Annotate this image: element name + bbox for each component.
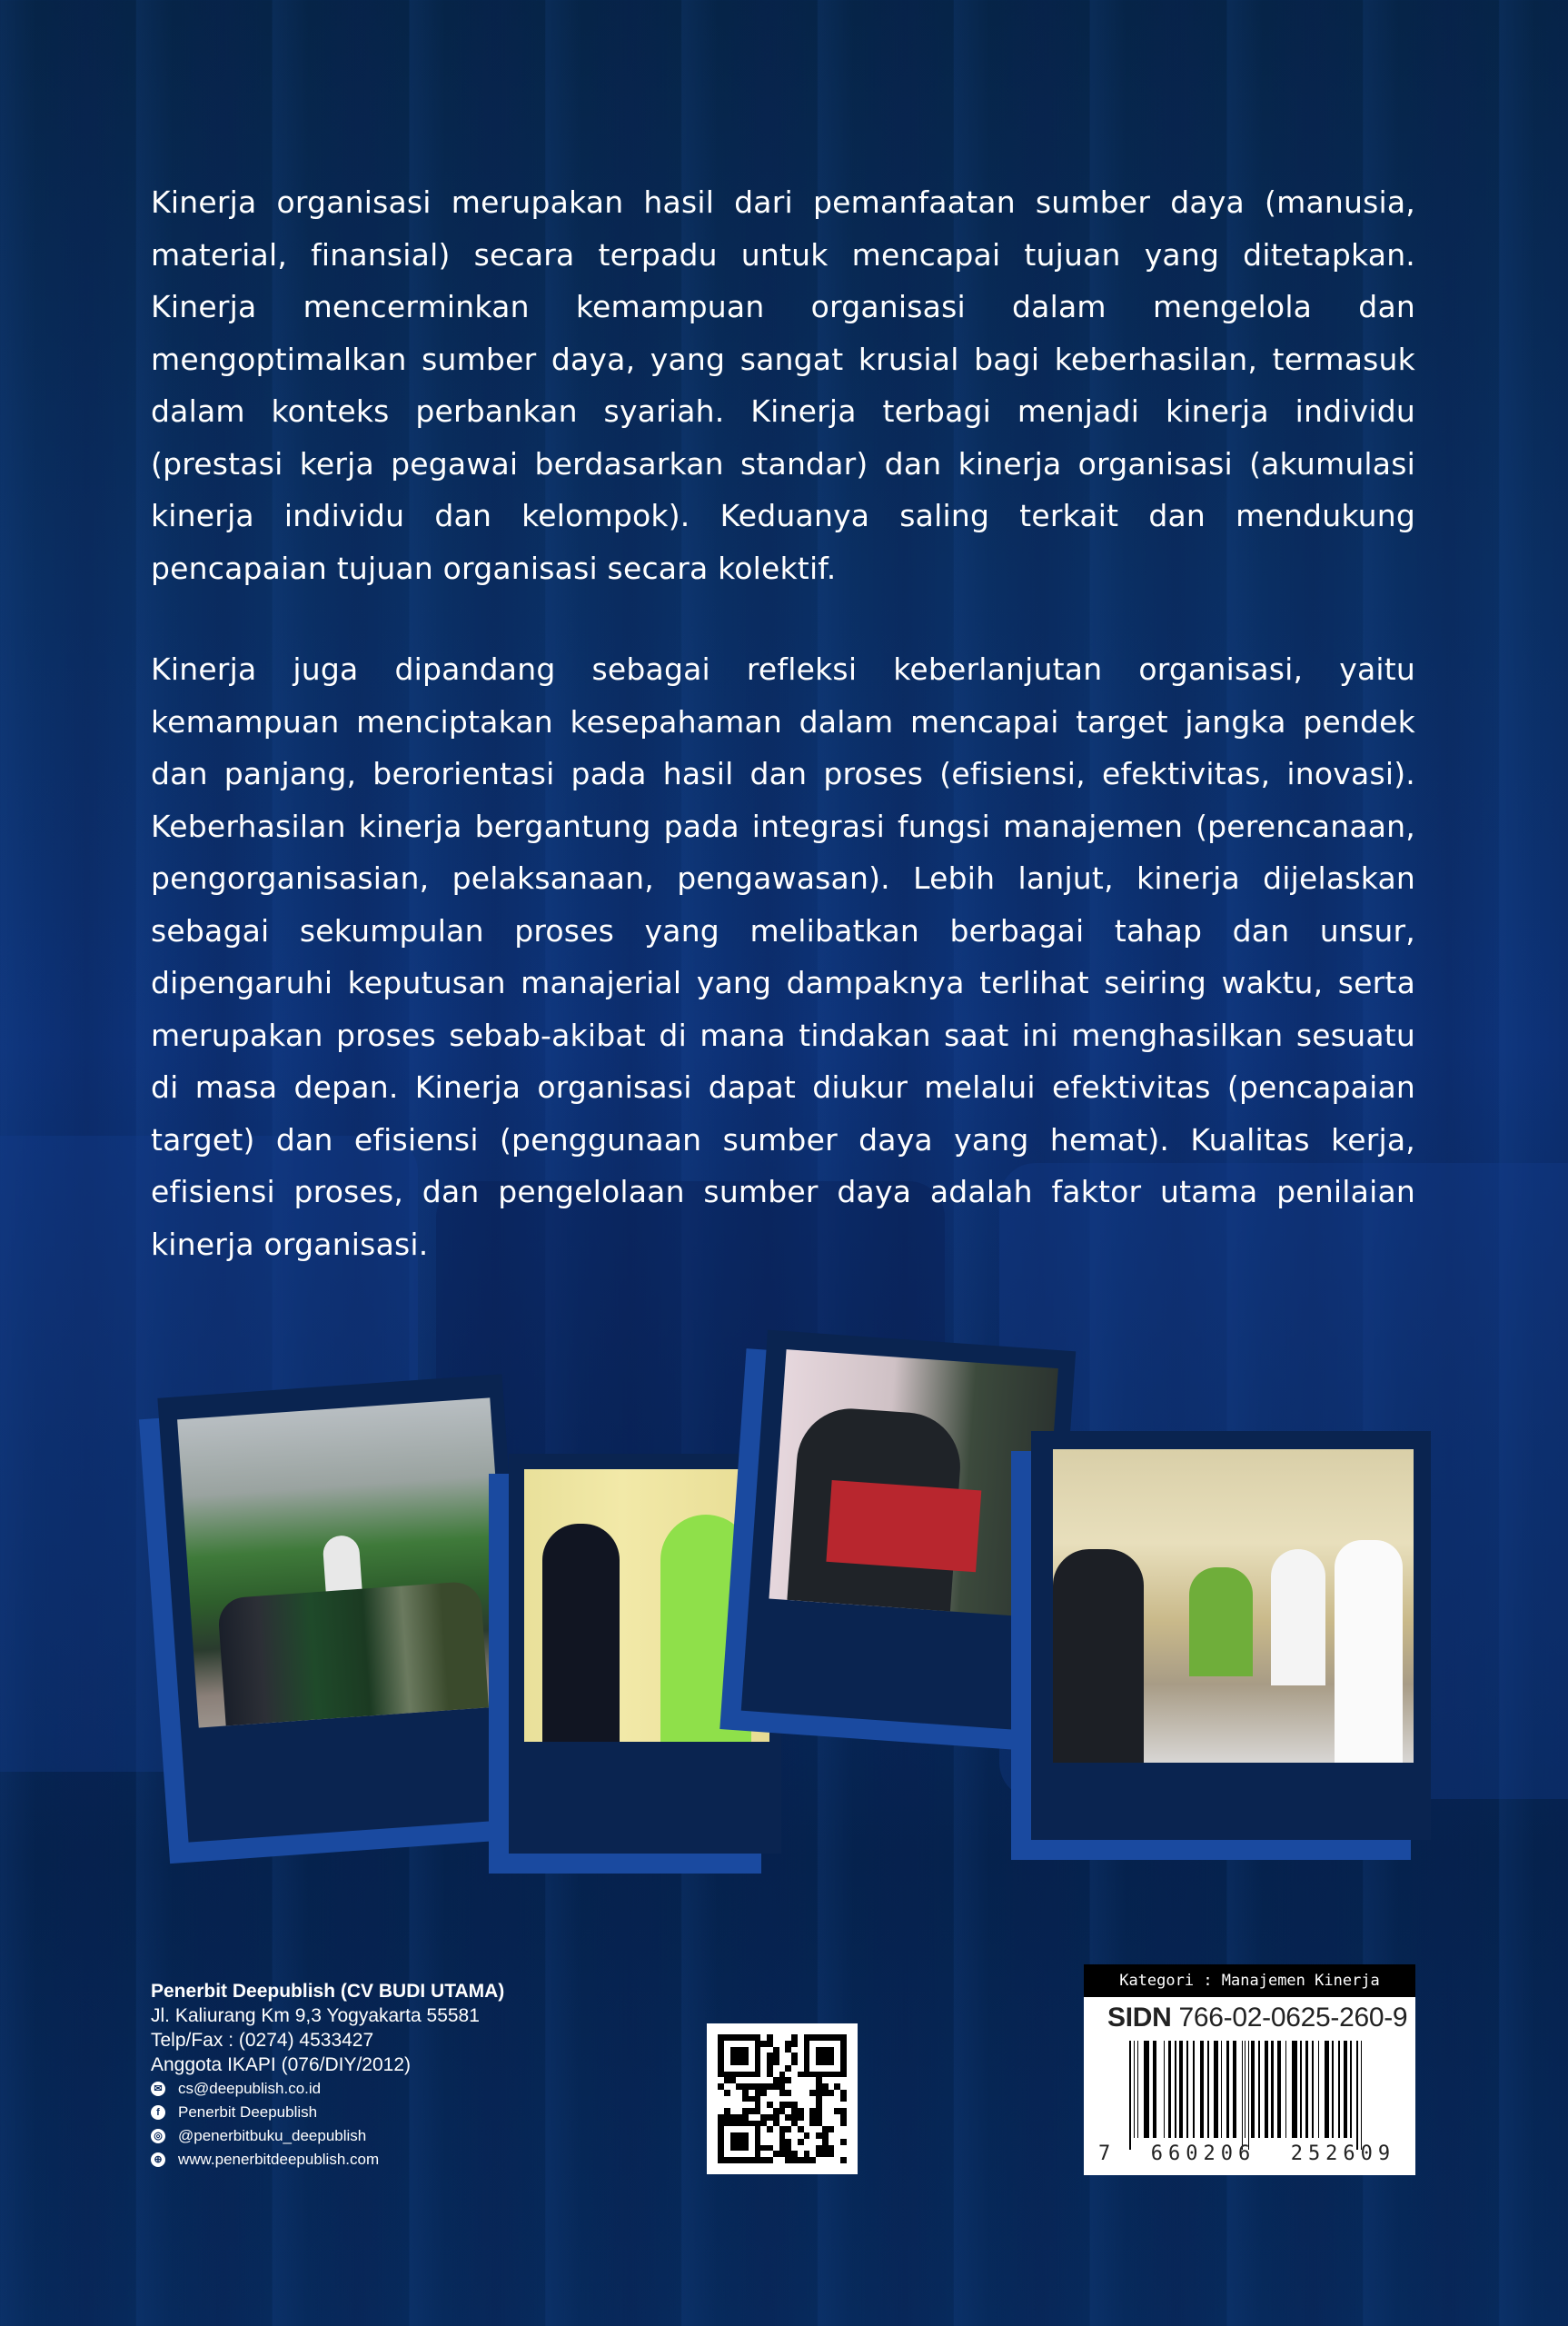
- contact-instagram[interactable]: [151, 2124, 623, 2148]
- photo-frame-4: [1031, 1431, 1431, 1840]
- barcode-label: [1084, 1964, 1415, 2175]
- qr-code[interactable]: [707, 2023, 858, 2174]
- publisher-info: [151, 1979, 623, 2172]
- contact-facebook-text: Penerbit Deepublish: [178, 2103, 318, 2121]
- barcode-digits: 7 660206 252609: [1098, 2142, 1396, 2165]
- instagram-icon: ◎: [151, 2129, 165, 2143]
- qr-code-pattern: [718, 2034, 847, 2163]
- bride-figure: [1271, 1549, 1325, 1685]
- publisher-phone: Telp/Fax : (0274) 4533427: [151, 2030, 374, 2051]
- contact-website[interactable]: [151, 2148, 623, 2172]
- contact-website-text: www.penerbitdeepublish.com: [178, 2151, 380, 2168]
- photo-frame-3: [741, 1330, 1076, 1733]
- speech-photo: [769, 1349, 1057, 1617]
- officiant-figure: [1189, 1567, 1253, 1676]
- sidn-number: [1107, 2003, 1407, 2033]
- facebook-icon: f: [151, 2105, 165, 2120]
- sidn-value: 766-02-0625-260-9: [1178, 2003, 1408, 2033]
- sidn-label: SIDN: [1107, 2003, 1172, 2033]
- globe-icon: ⊕: [151, 2152, 165, 2167]
- photo-frame-1: [157, 1374, 532, 1842]
- contact-email-text: cs@deepublish.co.id: [178, 2080, 322, 2097]
- red-folder: [826, 1480, 981, 1572]
- email-icon: ✉: [151, 2082, 165, 2096]
- photo-frame-2: [509, 1454, 781, 1854]
- category-label: Kategori : Manajemen Kinerja: [1084, 1964, 1415, 1997]
- groom-figure: [1335, 1540, 1403, 1763]
- contact-email[interactable]: [151, 2077, 623, 2101]
- wedding-photo: [1053, 1449, 1414, 1763]
- barcode-bars: [1129, 2041, 1400, 2150]
- guest-figure: [1053, 1549, 1144, 1763]
- woman-figure: [660, 1515, 751, 1742]
- contact-facebook[interactable]: [151, 2101, 623, 2124]
- group-photo-outdoor: [177, 1397, 511, 1727]
- people-shape: [217, 1581, 489, 1726]
- contact-instagram-text: @penerbitbuku_deepublish: [178, 2127, 367, 2144]
- man-figure: [542, 1524, 620, 1742]
- publisher-name: Penerbit Deepublish (CV BUDI UTAMA): [151, 1981, 505, 2002]
- couple-photo-hallway: [524, 1469, 769, 1742]
- description-paragraph-1: Kinerja organisasi merupakan hasil dari pemanfaatan sumber daya (manusia, material, finansial) secara terpadu untuk mencapai tujuan yang ditetapkan. Kinerja mencerminkan kemampuan organisasi dalam mengelola dan mengoptimalkan sumber daya, yang sangat krusial bagi keberhasilan, termasuk dalam konteks perbankan syariah. Kinerja terbagi menjadi kinerja individu (prestasi kerja pegawai berdasarkan standar) dan kinerja organisasi (akumulasi kinerja individu dan kelompok). Keduanya saling terkait dan mendukung pencapaian tujuan organisasi secara kolektif.: [151, 184, 1415, 586]
- description-paragraph-2: Kinerja juga dipandang sebagai refleksi keberlanjutan organisasi, yaitu kemampuan menciptakan kesepahaman dalam mencapai target jangka pendek dan panjang, berorientasi pada hasil dan proses (efisiensi, efektivitas, inovasi). Keberhasilan kinerja bergantung pada integrasi fungsi manajemen (perencanaan, pengorganisasian, pelaksanaan, pengawasan). Lebih lanjut, kinerja dijelaskan sebagai sekumpulan proses yang melibatkan berbagai tahap dan unsur, dipengaruhi keputusan manajerial yang dampaknya terlihat seiring waktu, serta merupakan proses sebab-akibat di mana tindakan saat ini menghasilkan sesuatu di masa depan. Kinerja organisasi dapat diukur melalui efektivitas (pencapaian target) dan efisiensi (penggunaan sumber daya yang hemat). Kualitas kerja, efisiensi proses, dan pengelolaan sumber daya adalah faktor utama penilaian kinerja organisasi.: [151, 651, 1415, 1262]
- publisher-membership: Anggota IKAPI (076/DIY/2012): [151, 2054, 412, 2075]
- publisher-address: Jl. Kaliurang Km 9,3 Yogyakarta 55581: [151, 2005, 480, 2026]
